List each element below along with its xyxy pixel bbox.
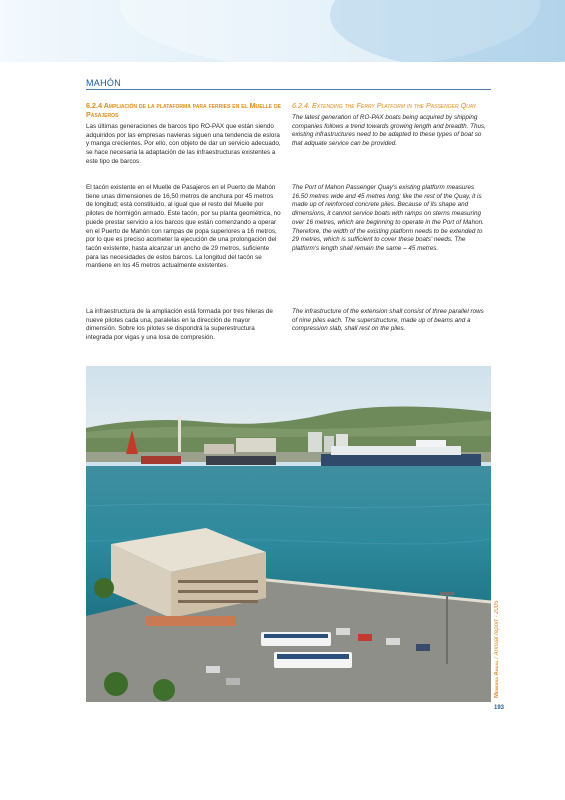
- lamp-post: [446, 594, 448, 664]
- canopy: [146, 616, 236, 626]
- header-divider: [86, 89, 491, 90]
- right-block-3: [292, 308, 488, 334]
- right-paragraph-1: The latest generation of RO-PAX boats being acquired by shipping companies follows a trend towards growing length and breadth. Thus, existing infrastructures need to be adapted to these types of boat so that adquate service can be provided.: [292, 114, 486, 148]
- ferry-bridge: [416, 440, 446, 447]
- ferry-hull: [321, 454, 481, 468]
- side-caption: [494, 580, 506, 698]
- harbour-photo-illustration: [86, 366, 491, 702]
- bus-windows: [264, 634, 328, 638]
- palm-tree: [153, 679, 175, 701]
- lamp-head: [440, 592, 454, 595]
- right-block-2: [292, 184, 488, 254]
- tank: [308, 432, 322, 452]
- left-paragraph-2: El tacón existente en el Muelle de Pasajeros en el Puerto de Mahón tiene unas dimensiones de 16,50 metros de anchura por 45 metros de longitud; está constituido, al igual que el resto del Muelle por pilotes de hormigón armado. Este tacón, por su planta geométrica, no puede prestar servicio a los barcos que están comenzando a operar en el Puerto de Mahón con rampas de popa superiores a 16 metros, por lo que es preciso acometer la ejecución de una prolongación del tacón existente, hasta alcanzar un ancho de 29 metros, suficiente para las necesidades de estos barcos. La longitud del tacón se mantiene en los 45 metros actualmente existentes.: [86, 184, 281, 270]
- left-paragraph-3: La infraestructura de la ampliación está formada por tres hileras de nueve pilotes cada una, paralelas en la dirección de mayor dimensión. Sobre los pilotes se dispondrá la superestructura integrada por vigas y una losa de compresión.: [86, 308, 273, 342]
- palm-tree: [94, 578, 114, 598]
- harbour-photo: [86, 366, 491, 702]
- bus-windows: [277, 654, 349, 659]
- left-block-3: [86, 308, 282, 343]
- left-block-1: [86, 101, 282, 167]
- cargo-ship: [206, 456, 276, 465]
- header-banner: [0, 0, 565, 62]
- warehouse: [204, 444, 234, 454]
- palm-tree: [104, 672, 128, 696]
- small-ship: [141, 456, 181, 464]
- right-paragraph-3: The infrastructure of the extension shall consist of three parallel rows of nine piles each. The superstructure, made up of beams and a compression slab, shall rest on the piles.: [292, 308, 484, 333]
- right-block-1: [292, 101, 488, 149]
- warehouse: [236, 438, 276, 452]
- chimney: [178, 416, 181, 452]
- section-title: MAHÓN: [86, 78, 121, 88]
- ferry-deck: [331, 446, 461, 455]
- right-paragraph-2: The Port of Mahon Passenger Quay's existing platform measures 16.50 metres wide and 45 metres long; like the rest of the Quay, it is made up of reinforced concrete piles. Because of its shape and dimensions, it cannot service boats with ramps on sterns measuring over 16 metres, which are beginning to operate in the Port of Mahon. Therefore, the width of the existing platform needs to be extended to 29 metres, which is sufficient to cover these boats' needs. The platform's length shall remain the same – 45 metres.: [292, 184, 484, 252]
- left-block-2: [86, 184, 282, 271]
- page-number: 193: [494, 705, 505, 711]
- right-heading: 6.2.4. Extending the Ferry Platform in the Passenger Quay: [292, 101, 477, 110]
- left-paragraph-1: Las últimas generaciones de barcos tipo RO-PAX que están siendo adquiridos por las empresas navieras siguen una tendencia de eslora y manga crecientes. Por ello, con objeto de dar un servicio adecuado, se hace necesaria la adaptación de las infraestructuras existentes a este tipo de barcos.: [86, 123, 281, 165]
- side-caption-rest: / Annual report · 2005: [494, 600, 500, 661]
- left-heading: 6.2.4 Ampliación de la plataforma para ferries en el Muelle de Pasajeros: [86, 101, 281, 119]
- side-caption-bold: Memoria Anual: [494, 660, 500, 698]
